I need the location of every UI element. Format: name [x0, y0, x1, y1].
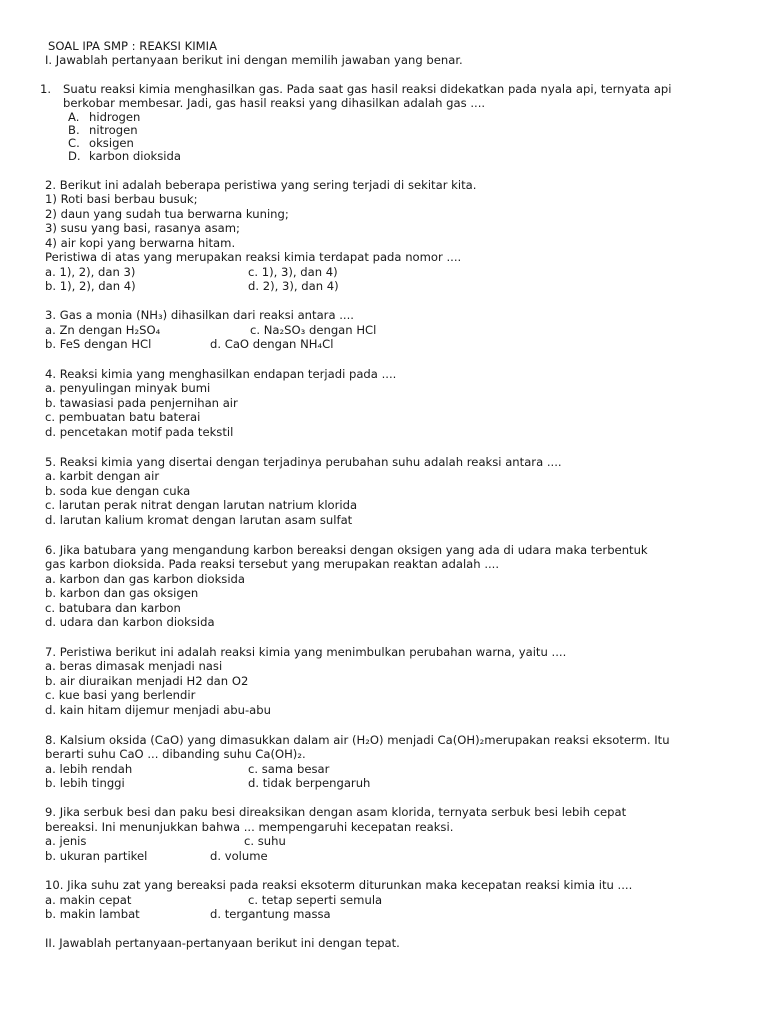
option-a: a. lebih rendah: [45, 762, 133, 776]
option-a: a. jenis: [45, 834, 87, 848]
option-c: c. sama besar: [248, 762, 330, 776]
question-text: gas karbon dioksida. Pada reaksi tersebut yang merupakan reaktan adalah ....: [45, 557, 500, 571]
option-c: c. larutan perak nitrat dengan larutan natrium klorida: [45, 498, 358, 512]
option-d: d. larutan kalium kromat dengan larutan asam sulfat: [45, 513, 353, 527]
question-text: 5. Reaksi kimia yang disertai dengan terjadinya perubahan suhu adalah reaksi antara ....: [45, 455, 562, 469]
option-letter: A.: [68, 110, 80, 124]
list-item: 4) air kopi yang berwarna hitam.: [45, 236, 236, 250]
question-text: 2. Berikut ini adalah beberapa peristiwa yang sering terjadi di sekitar kita.: [45, 178, 477, 192]
option-text: karbon dioksida: [89, 149, 181, 163]
question-text: berkobar membesar. Jadi, gas hasil reaksi yang dihasilkan adalah gas ....: [63, 96, 486, 110]
question-text: Suatu reaksi kimia menghasilkan gas. Pada saat gas hasil reaksi didekatkan pada nyala api, ternyata api: [63, 82, 672, 96]
option-d: d. 2), 3), dan 4): [248, 279, 339, 293]
question-text: 10. Jika suhu zat yang bereaksi pada reaksi eksoterm diturunkan maka kecepatan reaksi kimia itu ....: [45, 878, 633, 892]
option-d: d. kain hitam dijemur menjadi abu-abu: [45, 703, 271, 717]
question-text: 9. Jika serbuk besi dan paku besi direaksikan dengan asam klorida, ternyata serbuk besi lebih cepat: [45, 805, 627, 819]
option-b: b. karbon dan gas oksigen: [45, 586, 199, 600]
option-b: b. tawasiasi pada penjernihan air: [45, 396, 238, 410]
option-c: c. kue basi yang berlendir: [45, 688, 196, 702]
option-d: d. udara dan karbon dioksida: [45, 615, 215, 629]
question-text: 8. Kalsium oksida (CaO) yang dimasukkan dalam air (H₂O) menjadi Ca(OH)₂merupakan reaksi eksoterm. Itu: [45, 733, 670, 747]
option-letter: B.: [68, 123, 80, 137]
option-letter: C.: [68, 136, 80, 150]
list-item: 3) susu yang basi, rasanya asam;: [45, 221, 240, 235]
question-text: 4. Reaksi kimia yang menghasilkan endapan terjadi pada ....: [45, 367, 397, 381]
option-a: a. karbon dan gas karbon dioksida: [45, 572, 246, 586]
list-item: 1) Roti basi berbau busuk;: [45, 192, 198, 206]
question-text: 6. Jika batubara yang mengandung karbon bereaksi dengan oksigen yang ada di udara maka terbentuk: [45, 543, 648, 557]
option-c: c. pembuatan batu baterai: [45, 410, 201, 424]
option-b: b. ukuran partikel: [45, 849, 148, 863]
section-2-instruction: II. Jawablah pertanyaan-pertanyaan berikut ini dengan tepat.: [45, 936, 400, 950]
option-b: b. soda kue dengan cuka: [45, 484, 191, 498]
list-item: 2) daun yang sudah tua berwarna kuning;: [45, 207, 289, 221]
option-a: a. penyulingan minyak bumi: [45, 381, 211, 395]
option-c: c. 1), 3), dan 4): [248, 265, 338, 279]
option-a: a. beras dimasak menjadi nasi: [45, 659, 223, 673]
option-text: nitrogen: [89, 123, 138, 137]
question-text: Peristiwa di atas yang merupakan reaksi kimia terdapat pada nomor ....: [45, 250, 462, 264]
option-a: a. karbit dengan air: [45, 469, 160, 483]
option-c: c. Na₂SO₃ dengan HCl: [250, 323, 377, 337]
question-text: 3. Gas a monia (NH₃) dihasilkan dari reaksi antara ....: [45, 308, 354, 322]
document-title: SOAL IPA SMP : REAKSI KIMIA: [48, 39, 218, 53]
option-letter: D.: [68, 149, 81, 163]
option-b: b. lebih tinggi: [45, 776, 125, 790]
option-b: b. makin lambat: [45, 907, 140, 921]
option-d: d. tidak berpengaruh: [248, 776, 371, 790]
question-text: 7. Peristiwa berikut ini adalah reaksi kimia yang menimbulkan perubahan warna, yaitu ....: [45, 645, 567, 659]
option-a: a. makin cepat: [45, 893, 132, 907]
option-b: b. FeS dengan HCl: [45, 337, 152, 351]
option-d: d. CaO dengan NH₄Cl: [210, 337, 334, 351]
option-b: b. air diuraikan menjadi H2 dan O2: [45, 674, 249, 688]
question-number: 1.: [40, 82, 52, 96]
option-a: a. 1), 2), dan 3): [45, 265, 136, 279]
section-1-instruction: I. Jawablah pertanyaan berikut ini dengan memilih jawaban yang benar.: [45, 53, 463, 67]
option-c: c. batubara dan karbon: [45, 601, 181, 615]
question-text: berarti suhu CaO ... dibanding suhu Ca(OH)₂.: [45, 747, 306, 761]
option-c: c. tetap seperti semula: [248, 893, 383, 907]
option-text: hidrogen: [89, 110, 141, 124]
option-c: c. suhu: [244, 834, 286, 848]
option-b: b. 1), 2), dan 4): [45, 279, 136, 293]
option-a: a. Zn dengan H₂SO₄: [45, 323, 161, 337]
option-d: d. tergantung massa: [210, 907, 331, 921]
option-text: oksigen: [89, 136, 134, 150]
option-d: d. pencetakan motif pada tekstil: [45, 425, 234, 439]
question-text: bereaksi. Ini menunjukkan bahwa ... mempengaruhi kecepatan reaksi.: [45, 820, 454, 834]
option-d: d. volume: [210, 849, 268, 863]
